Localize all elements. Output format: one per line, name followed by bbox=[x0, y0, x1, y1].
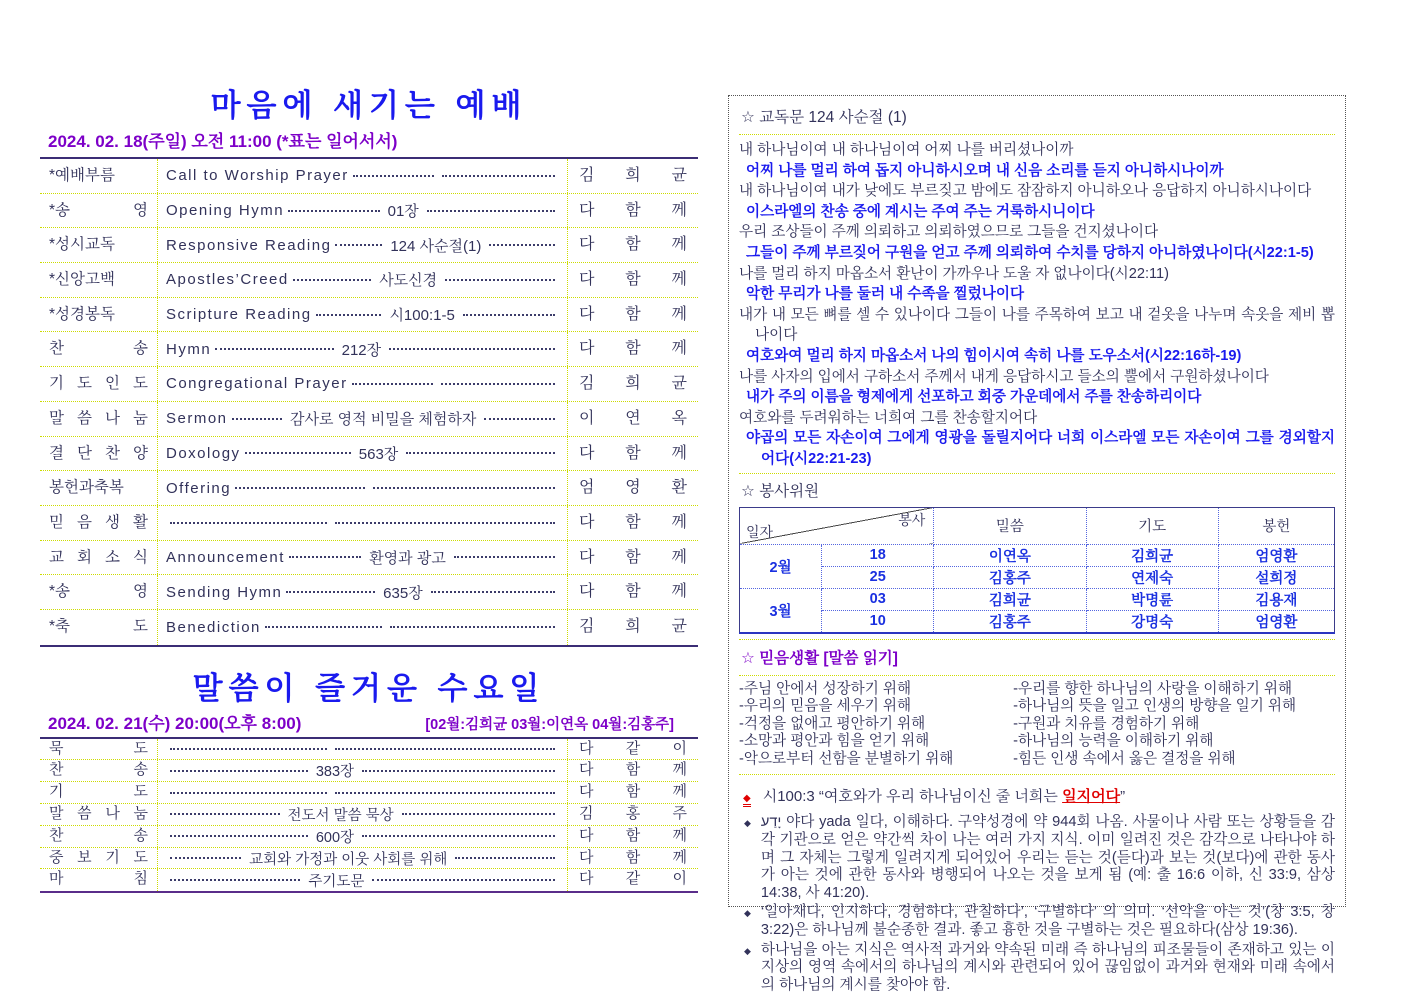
note-item bbox=[739, 942, 1335, 994]
order-item-content bbox=[158, 848, 568, 869]
worship-datetime: 2024. 02. 18(주일) 오전 11:00 (*표는 일어서서) bbox=[48, 132, 398, 151]
order-item-label: 말 씀 나 눔 bbox=[40, 804, 158, 825]
word-cell: 김홍주 bbox=[934, 610, 1086, 633]
dotted-leader bbox=[372, 879, 555, 881]
dotted-leader bbox=[335, 748, 555, 750]
order-item-english: Sermon bbox=[166, 410, 228, 428]
dotted-leader bbox=[389, 348, 555, 350]
dotted-leader bbox=[170, 879, 300, 881]
dotted-leader bbox=[293, 279, 371, 281]
table-row bbox=[740, 566, 1335, 588]
worship-order-table bbox=[40, 157, 698, 647]
wednesday-row bbox=[40, 782, 698, 804]
dotted-leader bbox=[442, 175, 555, 177]
dotted-leader bbox=[289, 556, 361, 558]
worship-row bbox=[40, 471, 698, 506]
order-item-content bbox=[158, 869, 568, 891]
dotted-leader bbox=[406, 452, 555, 454]
faith-list-left bbox=[739, 681, 1013, 769]
dotted-leader bbox=[170, 770, 308, 772]
offering-cell: 김용재 bbox=[1218, 588, 1334, 610]
order-item-label: *성시교독 bbox=[40, 228, 158, 262]
note-text: יָדַע 야다 yada 일다, 이해하다. 구약성경에 약 944회 나옴. 사물이나 사람 또는 상황들을 감각 기관으로 얻은 약간씩 차이 나는 여러 가지 지식. 이미 일려진 것은 감각으로 나타나야 하며 그 자체는 그렇게 일려지게 되어있어 우리는 듣는 것(듣다)과 보는 것(보다)에 관한 동사가 아는 것에 관한 동사와 병행되어 나오는 것을 보게 됨 (예: 출 16:6 이하, 신 33:9, 삼상 14:38, 사 41:20). bbox=[760, 814, 1335, 901]
order-item-detail: 383장 bbox=[315, 764, 355, 781]
offering-cell: 엄영환 bbox=[1218, 544, 1334, 566]
dotted-leader bbox=[170, 522, 327, 524]
order-item-detail: 감사로 영적 비밀을 체험하자 bbox=[289, 411, 477, 429]
date-cell: 03 bbox=[822, 588, 934, 610]
wednesday-row bbox=[40, 826, 698, 848]
reading-line: 여호와를 두려워하는 너희여 그를 찬송할지어다 bbox=[739, 409, 1038, 426]
dotted-leader bbox=[427, 210, 555, 212]
list-item: -걱정을 없애고 평안하기 위해 bbox=[739, 715, 926, 732]
col-header-word: 밀씀 bbox=[934, 507, 1086, 544]
worship-row bbox=[40, 610, 698, 645]
note-text: 하나님을 아는 지식은 역사적 과거와 약속된 미래 즉 하나님의 피조물들이 존재하고 있는 이 지상의 영역 속에서의 하나님의 계시와 관련되어 있어 끊임없이 과거와 현재와 미래 속에서의 하나님의 계시를 찾아야 함. bbox=[760, 941, 1335, 993]
order-item-person: 엄 영 환 bbox=[579, 479, 687, 497]
order-item-person: 다 함 께 bbox=[579, 340, 687, 358]
reading-line: 여호와여 멀리 하지 마옵소서 나의 힘이시여 속히 나를 도우소서(시22:16하-19) bbox=[746, 347, 1242, 364]
order-item-content bbox=[158, 298, 568, 332]
order-item-person: 김 희 균 bbox=[579, 617, 687, 635]
dotted-leader bbox=[235, 487, 365, 489]
order-item-english: Benediction bbox=[166, 618, 261, 636]
order-item-person: 다 함 께 bbox=[579, 513, 687, 531]
dotted-leader bbox=[170, 813, 280, 815]
left-column bbox=[40, 88, 698, 893]
list-item: -악으로부터 선함을 분별하기 위해 bbox=[739, 750, 954, 767]
order-item-content bbox=[158, 782, 568, 803]
reading-line: 어찌 나를 멀리 하여 돕지 아니하시오며 내 신음 소리를 듣지 아니하시나이까 bbox=[746, 162, 1224, 179]
diag-label-service: 봉사 bbox=[898, 511, 926, 528]
order-item-person: 다 함 께 bbox=[579, 305, 687, 323]
order-item-label: 말 씀 나 눔 bbox=[40, 402, 158, 436]
order-item-content bbox=[158, 332, 568, 366]
list-item: -구원과 치유를 경험하기 위해 bbox=[1013, 715, 1200, 732]
worship-row bbox=[40, 575, 698, 610]
dotted-leader bbox=[170, 792, 327, 794]
order-item-english: Announcement bbox=[166, 548, 285, 566]
worship-row bbox=[40, 263, 698, 298]
order-item-person: 이 연 옥 bbox=[579, 409, 687, 427]
dotted-leader bbox=[353, 175, 434, 177]
order-item-label: 찬 송 bbox=[40, 332, 158, 366]
date-cell: 10 bbox=[822, 610, 934, 633]
volunteers-header-row bbox=[740, 507, 1335, 544]
order-item-detail: 전도서 말씀 묵상 bbox=[287, 807, 394, 824]
word-cell: 김희균 bbox=[934, 588, 1086, 610]
prayer-cell: 박명륜 bbox=[1086, 588, 1218, 610]
order-item-person: 김 홍 주 bbox=[579, 805, 687, 823]
dotted-leader bbox=[441, 383, 555, 385]
order-item-content bbox=[158, 610, 568, 645]
worship-title: 마음에 새기는 예배 bbox=[210, 88, 528, 123]
worship-row bbox=[40, 228, 698, 263]
order-item-content bbox=[158, 263, 568, 297]
reading-line: 우리 조상들이 주께 의뢰하고 의뢰하였으므로 그들을 건지셨나이다 bbox=[739, 224, 1159, 241]
note-item bbox=[739, 904, 1335, 939]
dotted-leader bbox=[265, 626, 383, 628]
study-notes bbox=[739, 774, 1335, 994]
reading-line: 야곱의 모든 자손이여 그에게 영광을 돌릴지어다 너희 이스라엘 모든 자손이여 그를 경외할지어다(시22:21-23) bbox=[746, 430, 1335, 467]
order-item-detail: 환영과 광고 bbox=[369, 549, 446, 567]
order-item-label: 찬 송 bbox=[40, 760, 158, 781]
word-cell: 이연옥 bbox=[934, 544, 1086, 566]
dotted-leader bbox=[402, 813, 555, 815]
diagonal-header-cell bbox=[740, 507, 934, 544]
dotted-leader bbox=[445, 279, 555, 281]
order-item-label: *성경봉독 bbox=[40, 298, 158, 332]
worship-row bbox=[40, 541, 698, 576]
order-item-content bbox=[158, 760, 568, 781]
order-item-label: *송 영 bbox=[40, 194, 158, 228]
dotted-leader bbox=[455, 857, 555, 859]
order-item-content bbox=[158, 471, 568, 505]
list-item: -하나님의 능력을 이해하기 위해 bbox=[1013, 733, 1214, 750]
dotted-leader bbox=[335, 244, 382, 246]
order-item-person: 다 함 께 bbox=[579, 761, 687, 779]
verse-text: 시100:3 “여호와가 우리 하나님이신 줄 너희는 일지어다” bbox=[762, 788, 1126, 806]
order-item-content bbox=[158, 804, 568, 825]
order-item-english: Hymn bbox=[166, 340, 212, 358]
wednesday-row bbox=[40, 869, 698, 891]
list-item: -주님 안에서 성장하기 위해 bbox=[739, 680, 912, 697]
col-header-prayer: 기도 bbox=[1086, 507, 1218, 544]
order-item-detail: 시100:1-5 bbox=[389, 307, 455, 325]
verse-line bbox=[739, 785, 1335, 807]
reading-line: 내 하나님이여 내가 낮에도 부르짖고 밤에도 잠잠하지 아니하오나 응답하지 아니하시나이다 bbox=[739, 183, 1312, 200]
list-item: -우리의 믿음을 세우기 위해 bbox=[739, 698, 912, 715]
order-item-label: *축 도 bbox=[40, 610, 158, 645]
dotted-leader bbox=[373, 487, 555, 489]
order-item-label: 기 도 bbox=[40, 782, 158, 803]
order-item-english: Call to Worship Prayer bbox=[166, 167, 349, 185]
order-item-person: 다 함 께 bbox=[579, 271, 687, 289]
worship-row bbox=[40, 437, 698, 472]
order-item-person: 김 희 균 bbox=[579, 375, 687, 393]
order-item-label: *신앙고백 bbox=[40, 263, 158, 297]
order-item-label: 결 단 찬 양 bbox=[40, 437, 158, 471]
order-item-content bbox=[158, 367, 568, 401]
reading-line: 그들이 주께 부르짖어 구원을 얻고 주께 의뢰하여 수치를 당하지 아니하였나이다(시22:1-5) bbox=[746, 244, 1314, 261]
order-item-english: Apostles’Creed bbox=[166, 271, 289, 289]
order-item-label: 중 보 기 도 bbox=[40, 848, 158, 869]
dotted-leader bbox=[286, 591, 375, 593]
order-item-person: 다 함 께 bbox=[579, 548, 687, 566]
order-item-detail: 교회와 가정과 이웃 사회를 위해 bbox=[249, 851, 448, 868]
wednesday-datetime: 2024. 02. 21(수) 20:00(오후 8:00) bbox=[48, 713, 302, 733]
order-item-content bbox=[158, 194, 568, 228]
order-item-content bbox=[158, 228, 568, 262]
order-item-content bbox=[158, 159, 568, 193]
order-item-label: 기 도 인 도 bbox=[40, 367, 158, 401]
order-item-english: Responsive Reading bbox=[166, 236, 332, 254]
order-item-detail: 주기도문 bbox=[308, 873, 365, 890]
wednesday-dateline bbox=[48, 709, 698, 734]
faith-life-header: ☆ 믿음생활 [말씀 읽기] bbox=[739, 639, 1335, 676]
order-item-content bbox=[158, 826, 568, 847]
volunteers-header: ☆ 봉사위원 bbox=[739, 473, 1335, 504]
worship-row bbox=[40, 298, 698, 333]
prayer-cell: 강명숙 bbox=[1086, 610, 1218, 633]
date-cell: 25 bbox=[822, 566, 934, 588]
diamond-bullet-icon: ◆ bbox=[744, 908, 751, 919]
dotted-leader bbox=[170, 748, 327, 750]
reading-line: 내가 내 모든 뼈를 셀 수 있나이다 그들이 나를 주목하여 보고 내 겉옷을 나누며 속옷을 제비 뽑나이다 bbox=[739, 306, 1335, 344]
worship-row bbox=[40, 194, 698, 229]
date-cell: 18 bbox=[822, 544, 934, 566]
wednesday-row bbox=[40, 804, 698, 826]
prayer-cell: 연제숙 bbox=[1086, 566, 1218, 588]
volunteers-table bbox=[739, 507, 1335, 634]
table-row bbox=[740, 588, 1335, 610]
wednesday-monthly-leaders: [02월:김희균 03월:이연옥 04월:김홍주] bbox=[425, 716, 674, 733]
order-item-detail: 635장 bbox=[383, 584, 423, 602]
diamond-bullet-icon: ◆ bbox=[744, 818, 751, 829]
faith-list-right bbox=[1013, 681, 1335, 769]
responsive-reading-header: ☆ 교독문 124 사순절 (1) bbox=[739, 100, 1335, 135]
verse-highlight: 일지어다 bbox=[1062, 788, 1121, 806]
table-row bbox=[740, 544, 1335, 566]
reading-line: 이스라엘의 찬송 중에 계시는 주여 주는 거룩하시니이다 bbox=[746, 203, 1095, 220]
dotted-leader bbox=[484, 418, 555, 420]
right-panel bbox=[728, 95, 1346, 993]
word-cell: 김홍주 bbox=[934, 566, 1086, 588]
wednesday-order-table bbox=[40, 737, 698, 894]
dotted-leader bbox=[232, 418, 282, 420]
order-item-english: Opening Hymn bbox=[166, 202, 285, 220]
dotted-leader bbox=[362, 770, 555, 772]
offering-cell: 엄영환 bbox=[1218, 610, 1334, 633]
dotted-leader bbox=[362, 835, 555, 837]
list-item: -우리를 향한 하나님의 사랑을 이해하기 위해 bbox=[1013, 680, 1293, 697]
worship-row bbox=[40, 332, 698, 367]
order-item-label: *송 영 bbox=[40, 575, 158, 609]
list-item: -힘든 인생 속에서 옳은 결정을 위해 bbox=[1013, 750, 1236, 767]
order-item-label: 믿 음 생 활 bbox=[40, 506, 158, 540]
order-item-content bbox=[158, 437, 568, 471]
wednesday-title: 말씀이 즐거운 수요일 bbox=[192, 670, 546, 706]
order-item-detail: 124 사순절(1) bbox=[390, 237, 482, 255]
dotted-leader bbox=[489, 244, 555, 246]
order-item-content bbox=[158, 402, 568, 436]
dotted-leader bbox=[170, 835, 308, 837]
note-text: ‘일아채다, 인지하다, 경험하다, 관칠하다’, ‘구별하다’ 의 의미. ‘선악을 아는 것’(창 3:5, 창 3:22)은 하나님께 불순종한 결과. 좋고 흉한 것을 구별하는 것은 필요하다(삼상 19:36). bbox=[760, 904, 1335, 939]
dotted-leader bbox=[431, 591, 555, 593]
order-item-person: 다 같 이 bbox=[579, 870, 687, 888]
worship-row bbox=[40, 402, 698, 437]
order-item-detail: 600장 bbox=[315, 829, 355, 846]
faith-life-list bbox=[739, 681, 1335, 769]
offering-cell: 설희정 bbox=[1218, 566, 1334, 588]
order-item-label: 마 침 bbox=[40, 869, 158, 891]
month-cell: 2월 bbox=[740, 544, 822, 588]
dotted-leader bbox=[316, 314, 382, 316]
order-item-person: 다 함 께 bbox=[579, 783, 687, 801]
col-header-offering: 봉헌 bbox=[1218, 507, 1334, 544]
order-item-english: Doxology bbox=[166, 444, 241, 462]
order-item-english: Scripture Reading bbox=[166, 306, 312, 324]
order-item-content bbox=[158, 739, 568, 760]
order-item-label: 봉헌과축복 bbox=[40, 471, 158, 505]
dotted-leader bbox=[463, 314, 555, 316]
order-item-detail: 01장 bbox=[387, 203, 419, 221]
worship-row bbox=[40, 367, 698, 402]
order-item-english: Sending Hymn bbox=[166, 583, 283, 601]
note-item bbox=[739, 814, 1335, 902]
order-item-person: 다 함 께 bbox=[579, 583, 687, 601]
dotted-leader bbox=[454, 556, 555, 558]
reading-line: 나를 멀리 하지 마옵소서 환난이 가까우나 도울 자 없나이다(시22:11) bbox=[739, 265, 1170, 282]
order-item-english: Congregational Prayer bbox=[166, 375, 348, 393]
order-item-person: 다 함 께 bbox=[579, 848, 687, 866]
list-item: -하나님의 뜻을 일고 인생의 방향을 일기 위해 bbox=[1013, 698, 1297, 715]
order-item-content bbox=[158, 506, 568, 540]
reading-line: 악한 무리가 나를 둘러 내 수족을 찔렀나이다 bbox=[746, 286, 1025, 303]
table-row bbox=[740, 610, 1335, 633]
responsive-reading-text bbox=[739, 140, 1335, 470]
dotted-leader bbox=[215, 348, 333, 350]
month-cell: 3월 bbox=[740, 588, 822, 633]
dotted-leader bbox=[170, 857, 241, 859]
order-item-english: Offering bbox=[166, 479, 232, 497]
order-item-person: 다 함 께 bbox=[579, 201, 687, 219]
order-item-person: 다 함 께 bbox=[579, 236, 687, 254]
reading-line: 내 하나님이여 내 하나님이여 어찌 나를 버리셨나이까 bbox=[739, 142, 1074, 158]
wednesday-row bbox=[40, 760, 698, 782]
order-item-label: *예배부름 bbox=[40, 159, 158, 193]
order-item-detail: 사도신경 bbox=[379, 272, 438, 290]
red-bullet-icon: ◆ bbox=[743, 794, 751, 807]
order-item-label: 교 회 소 식 bbox=[40, 541, 158, 575]
dotted-leader bbox=[335, 792, 555, 794]
reading-line: 내가 주의 이름을 형제에게 선포하고 회중 가운데에서 주를 찬송하리이다 bbox=[746, 389, 1202, 406]
order-item-person: 김 희 균 bbox=[579, 167, 687, 184]
prayer-cell: 김희균 bbox=[1086, 544, 1218, 566]
order-item-person: 다 같 이 bbox=[579, 739, 687, 757]
worship-row bbox=[40, 506, 698, 541]
order-item-label: 찬 송 bbox=[40, 826, 158, 847]
dotted-leader bbox=[335, 522, 555, 524]
dotted-leader bbox=[390, 626, 555, 628]
dotted-leader bbox=[352, 383, 433, 385]
wednesday-row bbox=[40, 739, 698, 761]
order-item-content bbox=[158, 575, 568, 609]
list-item: -소망과 평안과 힘을 얻기 위해 bbox=[739, 733, 930, 750]
order-item-detail: 563장 bbox=[358, 445, 399, 463]
wednesday-row bbox=[40, 848, 698, 870]
order-item-detail: 212장 bbox=[341, 341, 382, 359]
reading-line: 나를 사자의 입에서 구하소서 주께서 내게 응답하시고 들소의 뿔에서 구원하셨나이다 bbox=[739, 368, 1269, 385]
diamond-bullet-icon: ◆ bbox=[744, 945, 751, 956]
worship-row bbox=[40, 159, 698, 194]
order-item-content bbox=[158, 541, 568, 575]
diag-label-date: 일자 bbox=[746, 523, 774, 540]
order-item-person: 다 함 께 bbox=[579, 444, 687, 462]
dotted-leader bbox=[288, 210, 380, 212]
dotted-leader bbox=[245, 452, 351, 454]
order-item-label: 묵 도 bbox=[40, 739, 158, 760]
order-item-person: 다 함 께 bbox=[579, 826, 687, 844]
